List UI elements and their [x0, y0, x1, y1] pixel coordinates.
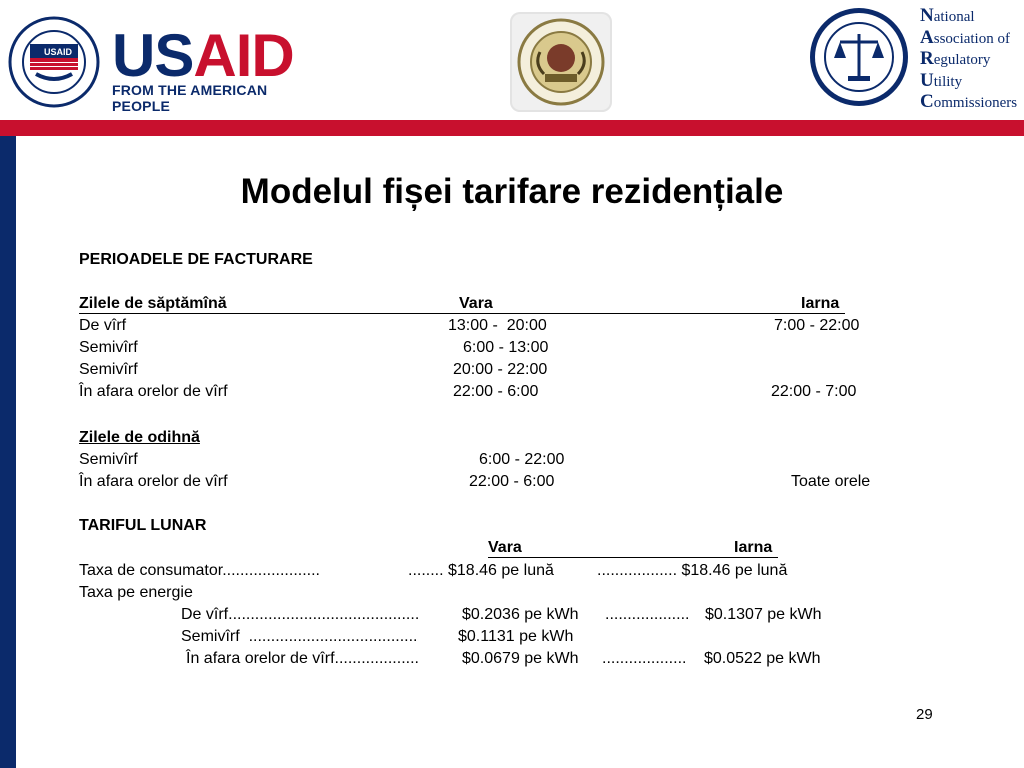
weekdays-header-label: Zilele de săptămînă — [79, 295, 227, 312]
usaid-logo — [8, 16, 318, 114]
naruc-line: National — [920, 5, 975, 26]
energy-row-winter: $0.1307 pe kWh — [705, 606, 822, 623]
page-number: 29 — [916, 706, 933, 723]
naruc-line: Commissioners — [920, 91, 1018, 112]
weekday-row-label: În afara orelor de vîrf — [79, 383, 228, 400]
weekdays-header-summer: Vara — [459, 295, 493, 312]
consumer-fee-label: Taxa de consumator...................... — [79, 562, 320, 579]
weekday-row-summer: 6:00 - 13:00 — [463, 339, 549, 356]
energy-row-summer: $0.2036 pe kWh — [462, 606, 579, 623]
weekday-row-winter: 7:00 - 22:00 — [774, 317, 860, 334]
svg-text:USAID: USAID — [44, 47, 73, 57]
monthly-header-summer: Vara — [488, 539, 522, 556]
naruc-seal-icon — [808, 6, 910, 108]
naruc-name — [920, 6, 1024, 114]
holiday-row-summer: 22:00 - 6:00 — [469, 473, 555, 490]
slide-title: Modelul fișei tarifare rezidențiale — [240, 172, 784, 211]
weekday-row-summer: 20:00 - 22:00 — [453, 361, 548, 378]
energy-fee-label: Taxa pe energie — [79, 584, 193, 601]
usaid-tagline: FROM THE AMERICAN PEOPLE — [112, 82, 268, 114]
weekdays-header-winter: Iarna — [801, 295, 840, 312]
energy-row-label: În afara orelor de vîrf................... — [186, 650, 419, 667]
energy-row-summer: $0.0679 pe kWh — [462, 650, 579, 667]
weekday-row-label: Semivîrf — [79, 361, 138, 378]
header-red-bar — [0, 120, 1024, 136]
billing-heading: PERIOADELE DE FACTURARE — [79, 251, 313, 268]
naruc-line: Association of — [920, 26, 1010, 48]
holiday-row-summer: 6:00 - 22:00 — [479, 451, 565, 468]
holiday-row-label: În afara orelor de vîrf — [79, 473, 228, 490]
usaid-seal-icon — [8, 16, 100, 108]
consumer-fee-winter: .................. $18.46 pe lună — [597, 562, 788, 579]
naruc-line: Regulatory — [920, 48, 991, 69]
weekday-row-winter: 22:00 - 7:00 — [771, 383, 857, 400]
energy-row-separator: ................... — [602, 650, 687, 667]
energy-row-winter: $0.0522 pe kWh — [704, 650, 821, 667]
weekday-row-label: De vîrf — [79, 317, 127, 334]
holiday-row-winter: Toate orele — [791, 473, 871, 490]
naruc-line: Utility — [920, 69, 963, 91]
holidays-header: Zilele de odihnă — [79, 429, 200, 446]
monthly-header-winter: Iarna — [734, 539, 773, 556]
left-navy-bar — [0, 136, 16, 768]
energy-row-summer: $0.1131 pe kWh — [458, 628, 574, 645]
holiday-row-label: Semivîrf — [79, 451, 138, 468]
monthly-heading: TARIFUL LUNAR — [79, 517, 207, 534]
energy-row-label: De vîrf........................................... — [181, 606, 420, 623]
usaid-wordmark: USAID — [112, 22, 294, 89]
weekday-row-label: Semivîrf — [79, 339, 138, 356]
energy-row-separator: ................... — [605, 606, 690, 623]
weekday-row-summer: 13:00 - 20:00 — [448, 317, 547, 334]
header — [0, 0, 1024, 120]
missouri-psc-seal — [510, 12, 612, 112]
weekday-row-summer: 22:00 - 6:00 — [453, 383, 539, 400]
consumer-fee-summer: ........ $18.46 pe lună — [408, 562, 554, 579]
missouri-seal-icon — [510, 12, 612, 112]
energy-row-label: Semivîrf ...................................... — [181, 628, 418, 645]
